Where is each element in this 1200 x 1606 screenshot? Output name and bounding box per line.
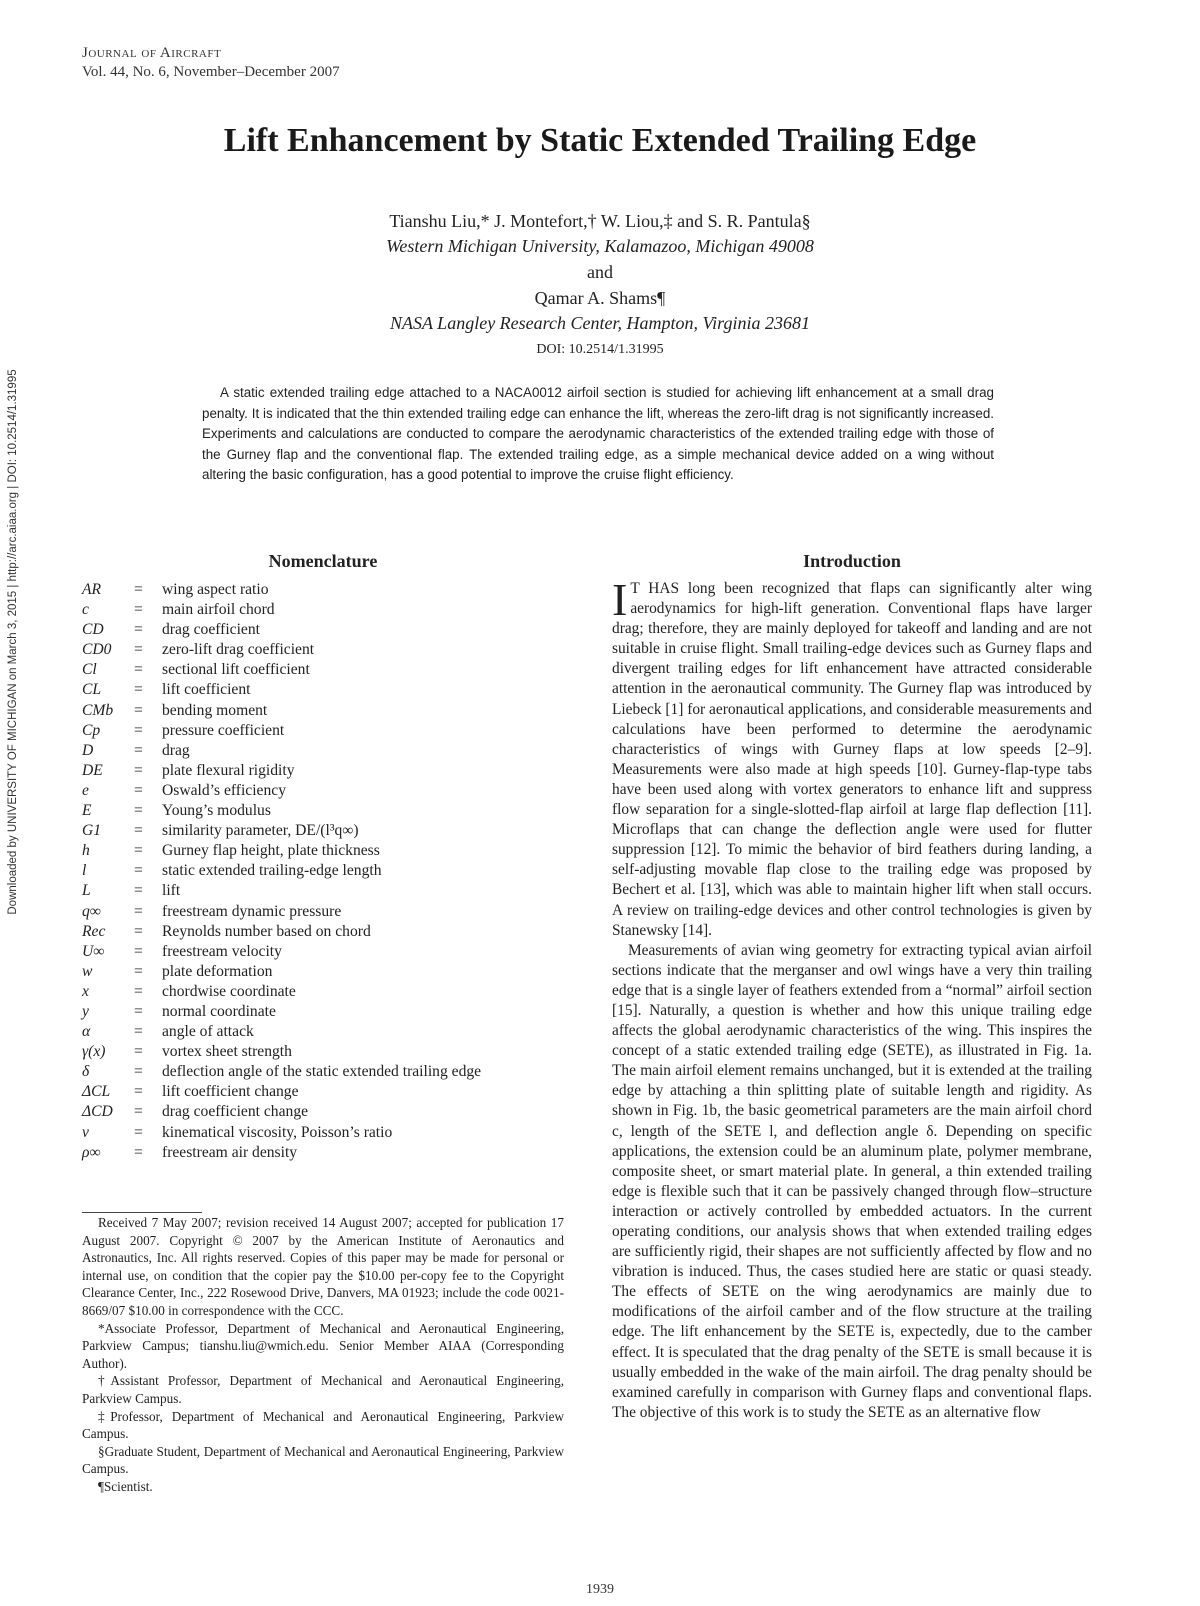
nomenclature-definition: lift coefficient [162,681,251,699]
nomenclature-equals: = [134,902,143,920]
nomenclature-definition: sectional lift coefficient [162,661,310,679]
nomenclature-definition: plate flexural rigidity [162,761,295,779]
nomenclature-symbol: γ(x) [82,1043,106,1061]
nomenclature-symbol: ΔCD [82,1103,113,1121]
nomenclature-definition: angle of attack [162,1023,254,1041]
nomenclature-definition: kinematical viscosity, Poisson’s ratio [162,1123,393,1141]
nomenclature-symbol: w [82,962,93,980]
nomenclature-symbol: c [82,601,89,619]
author-shams: Qamar A. Shams¶ [534,288,666,308]
nomenclature-item [82,620,582,640]
nomenclature-equals: = [134,922,143,940]
nomenclature-equals: = [134,1063,143,1081]
nomenclature-equals: = [134,641,143,659]
nomenclature-equals: = [134,1083,143,1101]
nomenclature-heading: Nomenclature [268,551,378,571]
nomenclature-equals: = [134,701,143,719]
nomenclature-definition: drag [162,741,190,759]
nomenclature-definition: drag coefficient change [162,1103,309,1121]
nomenclature-item [82,1062,582,1082]
footnote-liou: ‡Professor, Department of Mechanical and Aeronautical Engineering, Parkview Campus. [82,1408,564,1442]
and-separator: and [587,262,613,282]
nomenclature-equals: = [134,1143,143,1161]
nomenclature-equals: = [134,962,143,980]
introduction-body [612,574,1092,1423]
nomenclature-definition: plate deformation [162,962,273,980]
nomenclature-equals: = [134,741,143,759]
page-number: 1939 [586,1582,614,1597]
nomenclature-symbol: q∞ [82,902,101,920]
nomenclature-item [82,902,582,922]
nomenclature-definition: bending moment [162,701,268,719]
intro-paragraph-1 [612,574,1092,941]
nomenclature-item [82,1102,582,1122]
nomenclature-item [82,881,582,901]
nomenclature-definition: chordwise coordinate [162,982,296,1000]
nomenclature-item [82,982,582,1002]
nomenclature-item [82,741,582,761]
nomenclature-symbol: Cl [82,661,97,679]
doi-line: DOI: 10.2514/1.31995 [536,342,664,357]
nomenclature-definition: Reynolds number based on chord [162,922,371,940]
footnote-received: Received 7 May 2007; revision received 14 August 2007; accepted for publication 17 August 2007. Copyright © 2007 by the American Institute of Aeronautics and Astronautics, Inc. All rights reserved. Copies of this paper may be made for personal or internal use, on condition that the copier pay the $10.00 per-copy fee to the Copyright Clearance Center, Inc., 222 Rosewood Drive, Danvers, MA 01923; include the code 0021-8669/07 $10.00 in correspondence with the CCC. [82,1215,564,1318]
nomenclature-symbol: DE [82,761,103,779]
nomenclature-symbol: ρ∞ [82,1143,101,1161]
nomenclature-item [82,580,582,600]
nomenclature-symbol: Rec [82,922,106,940]
nomenclature-definition: drag coefficient [162,621,260,639]
nomenclature-definition: lift coefficient change [162,1083,299,1101]
nomenclature-equals: = [134,581,143,598]
nomenclature-equals: = [134,802,143,820]
side-note-text: Downloaded by UNIVERSITY OF MICHIGAN on March 3, 2015 | http://arc.aiaa.org | DOI: 10.2514/1.31995 [7,369,19,915]
footnote-rule [82,1212,202,1213]
abstract: A static extended trailing edge attached to a NACA0012 airfoil section is studied for achieving lift enhancement at a small drag penalty. It is indicated that the thin extended trailing edge can enhance the lift, whereas the zero-lift drag is not significantly increased. Experiments and calculations are conducted to compare the aerodynamic characteristics of the extended trailing edge with those of the Gurney flap and the conventional flap. The extended trailing edge, as a simple mechanical device added on a wing without altering the basic configuration, has a good potential to improve the cruise flight efficiency. [202,385,994,482]
nomenclature-equals: = [134,942,143,960]
nomenclature-definition: static extended trailing-edge length [162,862,382,880]
nomenclature-definition: Gurney flap height, plate thickness [162,842,380,860]
nomenclature-equals: = [134,661,143,679]
nomenclature-item [82,1042,582,1062]
nomenclature-equals: = [134,621,143,639]
footnotes [82,1214,564,1496]
nomenclature-symbol: CL [82,681,102,699]
nomenclature-item [82,801,582,821]
nomenclature-symbol: G1 [82,822,102,840]
intro-paragraph-2: Measurements of avian wing geometry for extracting typical avian airfoil sections indicate that the merganser and owl wings have a very thin trailing edge that is a single layer of feathers extended from a “normal” airfoil section [15]. Naturally, a question is whether and how this unique trailing edge affects the global aerodynamic characteristics of the wing. This inspires the concept of a static extended trailing edge (SETE), as illustrated in Fig. 1a. The main airfoil element remains unchanged, but it is extended at the trailing edge by attaching a thin splitting plate of suitable length and rigidity. As shown in Fig. 1b, the basic geometrical parameters are the main airfoil chord c, length of the SETE l, and deflection angle δ. Depending on specific applications, the extension could be an aluminum plate, polymer membrane, composite sheet, or smart material plate. In general, a thin extended trailing edge is flexible such that it can be passively changed through flow–structure interaction or actively controlled by embedded actuators. In the current operating conditions, our analysis shows that when extended trailing edges are sufficiently rigid, their shapes are not sufficiently affected by flow and no vibration is induced. Thus, the cases studied here are static or quasi steady. The effects of SETE on the wing aerodynamics are mainly due to modifications of the airfoil camber and of the flow structure at the trailing edge. The lift enhancement by the SETE is, expectedly, due to the camber effect. It is speculated that the drag penalty of the SETE is small because it is usually embedded in the wake of the main airfoil. The drag penalty should be examined carefully in comparison with Gurney flaps and conventional flaps. The objective of this work is to study the SETE as an alternative flow [612,941,1092,1421]
footnote-pantula: §Graduate Student, Department of Mechanical and Aeronautical Engineering, Parkview Campus. [82,1443,564,1477]
nomenclature-symbol: α [82,1023,91,1041]
nomenclature-equals: = [134,882,143,900]
nomenclature-definition: freestream dynamic pressure [162,902,342,920]
journal-header [82,44,340,82]
nomenclature-definition: pressure coefficient [162,721,285,739]
nomenclature-equals: = [134,1002,143,1020]
nomenclature-item [82,922,582,942]
nomenclature-item [82,701,582,721]
nomenclature-definition: lift [162,882,181,900]
paper-title: Lift Enhancement by Static Extended Trailing Edge [223,122,977,159]
nomenclature-equals: = [134,1123,143,1141]
nomenclature-definition: zero-lift drag coefficient [162,641,315,659]
footnote-liu: *Associate Professor, Department of Mechanical and Aeronautical Engineering, Parkview Campus; tianshu.liu@wmich.edu. Senior Member AIAA (Corresponding Author). [82,1320,564,1371]
nomenclature-item [82,660,582,680]
nomenclature-symbol: U∞ [82,942,105,960]
download-side-note [4,369,22,915]
nomenclature-symbol: x [82,982,89,1000]
nomenclature-equals: = [134,822,143,840]
nomenclature-equals: = [134,842,143,860]
nomenclature-definition: similarity parameter, DE/(l³q∞) [162,822,359,840]
nomenclature-symbol: y [82,1002,89,1020]
nomenclature-definition: Oswald’s efficiency [162,781,286,799]
nomenclature-symbol: D [82,741,94,759]
nomenclature-definition: main airfoil chord [162,601,275,619]
nomenclature-item [82,821,582,841]
nomenclature-item [82,1082,582,1102]
nomenclature-symbol: AR [82,581,102,598]
nomenclature-definition: normal coordinate [162,1002,276,1020]
nomenclature-item [82,600,582,620]
nomenclature-definition: freestream velocity [162,942,282,960]
nomenclature-symbol: e [82,781,89,799]
nomenclature-equals: = [134,681,143,699]
authors-line: Tianshu Liu,* J. Montefort,† W. Liou,‡ and S. R. Pantula§ [389,211,811,231]
nomenclature-item [82,861,582,881]
nomenclature-definition: Young’s modulus [162,802,271,820]
journal-volume: Vol. 44, No. 6, November–December 2007 [82,64,340,80]
nomenclature-definition: deflection angle of the static extended trailing edge [162,1063,482,1081]
footnote-shams: ¶Scientist. [98,1478,153,1494]
nomenclature-item [82,942,582,962]
nomenclature-item [82,841,582,861]
journal-name: Journal of Aircraft [82,45,222,61]
affiliation-nasa-langley: NASA Langley Research Center, Hampton, Virginia 23681 [390,313,810,333]
nomenclature-item [82,962,582,982]
nomenclature-symbol: ν [82,1123,89,1141]
drop-cap: I [612,574,628,625]
nomenclature-definition: freestream air density [162,1143,298,1161]
nomenclature-equals: = [134,781,143,799]
nomenclature-equals: = [134,601,143,619]
nomenclature-item [82,1002,582,1022]
nomenclature-item [82,1022,582,1042]
footnote-montefort: †Assistant Professor, Department of Mechanical and Aeronautical Engineering, Parkview Campus. [82,1373,564,1406]
nomenclature-equals: = [134,1103,143,1121]
affiliation-western-michigan: Western Michigan University, Kalamazoo, Michigan 49008 [386,236,814,256]
nomenclature-item [82,761,582,781]
nomenclature-definition: wing aspect ratio [162,581,269,598]
nomenclature-equals: = [134,862,143,880]
nomenclature-equals: = [134,721,143,739]
nomenclature-symbol: h [82,842,90,860]
nomenclature-item [82,721,582,741]
nomenclature-symbol: CD [82,621,104,639]
nomenclature-equals: = [134,761,143,779]
nomenclature-item [82,1123,582,1143]
nomenclature-symbol: δ [82,1063,90,1081]
nomenclature-symbol: Cp [82,721,101,739]
nomenclature-equals: = [134,982,143,1000]
nomenclature-symbol: CMb [82,701,114,719]
nomenclature-symbol: CD0 [82,641,112,659]
nomenclature-symbol: L [82,882,91,900]
nomenclature-item [82,781,582,801]
nomenclature-definition: vortex sheet strength [162,1043,292,1061]
nomenclature-equals: = [134,1043,143,1061]
nomenclature-symbol: l [82,862,87,880]
nomenclature-item [82,680,582,700]
intro-paragraph-1-text: T HAS long been recognized that flaps can significantly alter wing aerodynamics for high-lift generation. Conventional flaps have larger drag; therefore, they are mainly deployed for takeoff and landing and are not suitable in cruise flight. Small trailing-edge devices such as Gurney flaps and divergent trailing edges for lift enhancement have attracted considerable attention in the aeronautical community. The Gurney flap was introduced by Liebeck [1] for aeronautical applications, and considerable measurements and calculations have been performed to determine the aerodynamic characteristics of wings with Gurney flaps at low speeds [2–9]. Measurements were also made at high speeds [10]. Gurney-flap-type tabs have been used along with vortex generators to enhance lift and suppress flow separation for a single-slotted-flap airfoil at large flap deflection [11]. Microflaps that can change the deflection angle were used for flutter suppression [12]. To mimic the behavior of bird feathers during landing, a self-adjusting movable flap close to the trailing edge was proposed by Bechert et al. [13], which was able to maintain higher lift when stall occurs. A review on trailing-edge devices and other control technologies is given by Stanewsky [14]. [612,580,1092,939]
nomenclature-list [82,580,582,1163]
nomenclature-equals: = [134,1023,143,1041]
introduction-heading: Introduction [803,551,901,571]
nomenclature-symbol: ΔCL [82,1083,111,1101]
nomenclature-symbol: E [82,802,92,820]
nomenclature-item [82,1143,582,1163]
nomenclature-item [82,640,582,660]
